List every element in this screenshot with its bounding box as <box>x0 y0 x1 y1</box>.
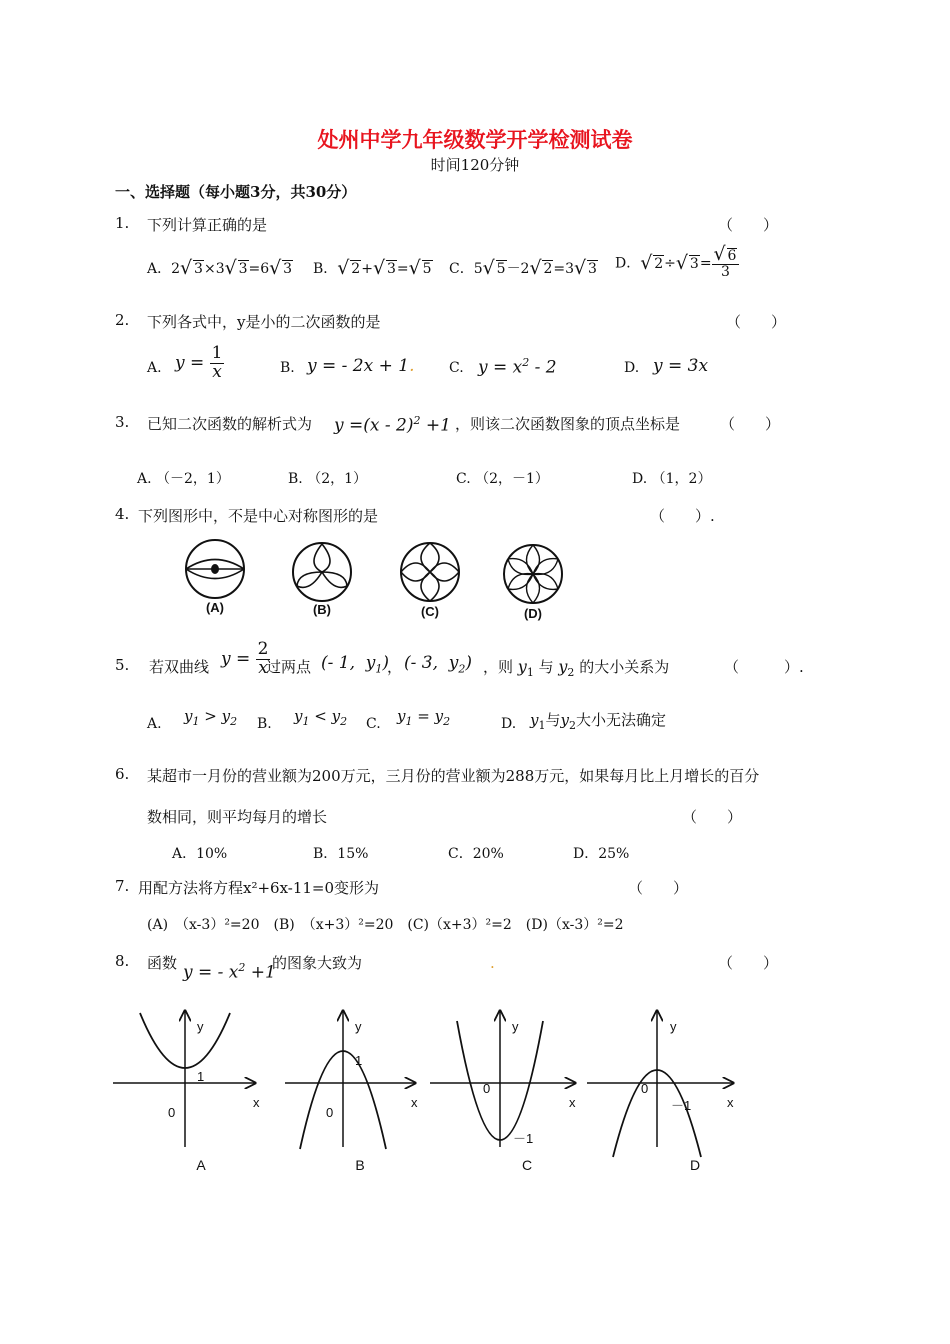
option-label: D. <box>624 360 640 376</box>
option-a-relation: $y_1 > y_2$ <box>184 707 238 728</box>
question-stem-end: ，则 $y_1$ 与 $y_2$ 的大小关系为 <box>483 657 670 679</box>
question-number: 3. <box>115 413 130 431</box>
answer-paren: （ ）. <box>650 507 715 525</box>
intercept-label: －1 <box>671 1098 692 1113</box>
option-label: A． <box>147 261 172 277</box>
option-c: C. （2，－1） <box>456 471 549 487</box>
option-a: A．2√ 3×3√ 3=6√ 3 <box>147 258 293 278</box>
question-stem-line-1: 某超市一月份的营业额为200万元，三月份的营业额为288万元，如果每月比上月增长的百分 <box>147 767 760 785</box>
x-axis-label: x <box>727 1095 734 1110</box>
question-stem: 下列计算正确的是 <box>147 216 268 234</box>
option-a: A. （－2，1） <box>137 471 230 487</box>
origin-label: 0 <box>326 1105 334 1120</box>
option-d-relation: $y_1$与$y_2$大小无法确定 <box>530 711 666 732</box>
origin-label: 0 <box>168 1105 176 1120</box>
time-limit: 时间120分钟 <box>430 156 520 174</box>
question-number: 2. <box>115 311 130 329</box>
option-a-formula: y = $\frac{1}{x}$ <box>175 343 223 382</box>
option-label: B． <box>313 261 338 277</box>
function-formula: y = - $x^2 +1$ <box>183 961 276 983</box>
option-label: C． <box>449 261 474 277</box>
answer-paren: （ ） <box>718 954 779 972</box>
option-d: D．25% <box>573 846 630 862</box>
option-c-relation: $y_1 = y_2$ <box>397 707 451 728</box>
option-b-formula: y = - 2x + 1. <box>307 356 415 376</box>
option-c: C．20% <box>448 846 504 862</box>
graph-options <box>105 1005 745 1175</box>
graph-label-a: A <box>196 1157 206 1173</box>
question-number: 7. <box>115 877 130 895</box>
option-label: D． <box>615 255 641 272</box>
option-label: B. <box>257 716 272 732</box>
y-axis-label: y <box>670 1019 677 1034</box>
point-1: (- 1, $y_1$) <box>321 653 390 676</box>
option-label: C. <box>449 360 464 376</box>
question-stem-line-2: 数相同，则平均每月的增长 <box>147 808 328 826</box>
section-heading: 一、选择题（每小题3分，共30分） <box>115 183 357 201</box>
option-c: C．5√ 5－2√ 2=3√ 3 <box>449 258 598 278</box>
question-stem-mid: 过两点 <box>266 658 312 676</box>
question-stem: 用配方法将方程x²+6x-11=0变形为 <box>138 879 380 897</box>
option-label: D. <box>501 716 517 732</box>
question-number: 4. <box>115 505 130 523</box>
y-axis-label: y <box>355 1019 362 1034</box>
x-axis-label: x <box>253 1095 260 1110</box>
answer-paren: （ ） <box>718 216 779 234</box>
option-label: B. <box>280 360 295 376</box>
option-b: B．√ 2+√ 3=√ 5 <box>313 258 433 278</box>
option-d-formula: y = 3x <box>653 356 709 376</box>
option-label: A. <box>147 716 162 732</box>
option-a: A．10% <box>172 846 228 862</box>
y-axis-label: y <box>512 1019 519 1034</box>
option-b: B．15% <box>313 846 369 862</box>
intercept-label: 1 <box>355 1053 363 1068</box>
option-b-relation: $y_1 < y_2$ <box>294 707 348 728</box>
option-label: C. <box>366 716 381 732</box>
question-options: (A) （x-3）²=20 (B) （x+3）²=20 (C)（x+3）²=2 (D)（x-3）²=2 <box>147 917 624 933</box>
option-d: D. （1，2） <box>632 471 712 487</box>
question-stem: 已知二次函数的解析式为 <box>147 415 313 433</box>
answer-paren: （ ） <box>720 415 781 433</box>
origin-label: 0 <box>483 1081 491 1096</box>
option-b: B. （2，1） <box>288 471 368 487</box>
hyperbola-formula: y = $\frac{2}{x}$ <box>221 639 269 678</box>
option-d: D．√ 2÷√ 3= √ $\frac{6}{3}$ <box>615 248 739 279</box>
question-stem: 下列图形中，不是中心对称图形的是 <box>138 507 379 525</box>
question-number: 6. <box>115 765 130 783</box>
page-title: 处州中学九年级数学开学检测试卷 <box>317 127 633 152</box>
intercept-label: 1 <box>197 1069 205 1084</box>
stray-mark: . <box>490 954 495 972</box>
answer-paren: （ ） <box>726 313 787 331</box>
question-number: 1. <box>115 214 130 232</box>
question-stem: 函数 <box>147 954 178 972</box>
answer-paren: （ ） <box>682 808 743 826</box>
question-stem-end: ，则该二次函数图象的顶点坐标是 <box>455 415 681 433</box>
x-axis-label: x <box>411 1095 418 1110</box>
answer-paren: （ ） <box>628 879 689 897</box>
option-c-formula: $y = x^2 - 2$ <box>478 356 557 378</box>
graph-label-c: C <box>521 1157 533 1173</box>
symmetry-figures <box>180 532 570 624</box>
option-label: A. <box>147 360 162 376</box>
graph-label-b: B <box>355 1157 365 1173</box>
intercept-label: －1 <box>513 1131 534 1146</box>
x-axis-label: x <box>569 1095 576 1110</box>
figure-label-a: (A) <box>205 600 225 615</box>
figure-label-d: (D) <box>523 606 543 621</box>
y-axis-label: y <box>197 1019 204 1034</box>
question-stem-end: 的图象大致为 <box>272 954 363 972</box>
figure-label-b: (B) <box>312 602 332 617</box>
comma: ， <box>387 658 403 676</box>
question-stem: 若双曲线 <box>149 658 210 676</box>
graph-label-d: D <box>689 1157 701 1173</box>
origin-label: 0 <box>641 1081 649 1096</box>
question-stem: 下列各式中，y是小的二次函数的是 <box>147 313 381 331</box>
question-number: 5. <box>115 656 130 674</box>
question-number: 8. <box>115 952 130 970</box>
vertex-formula: y =(x - 2)$^2$ +1 <box>334 414 451 436</box>
figure-label-c: (C) <box>420 604 440 619</box>
point-2: (- 3, $y_2$) <box>404 653 473 676</box>
answer-paren: （ ）. <box>724 658 804 676</box>
